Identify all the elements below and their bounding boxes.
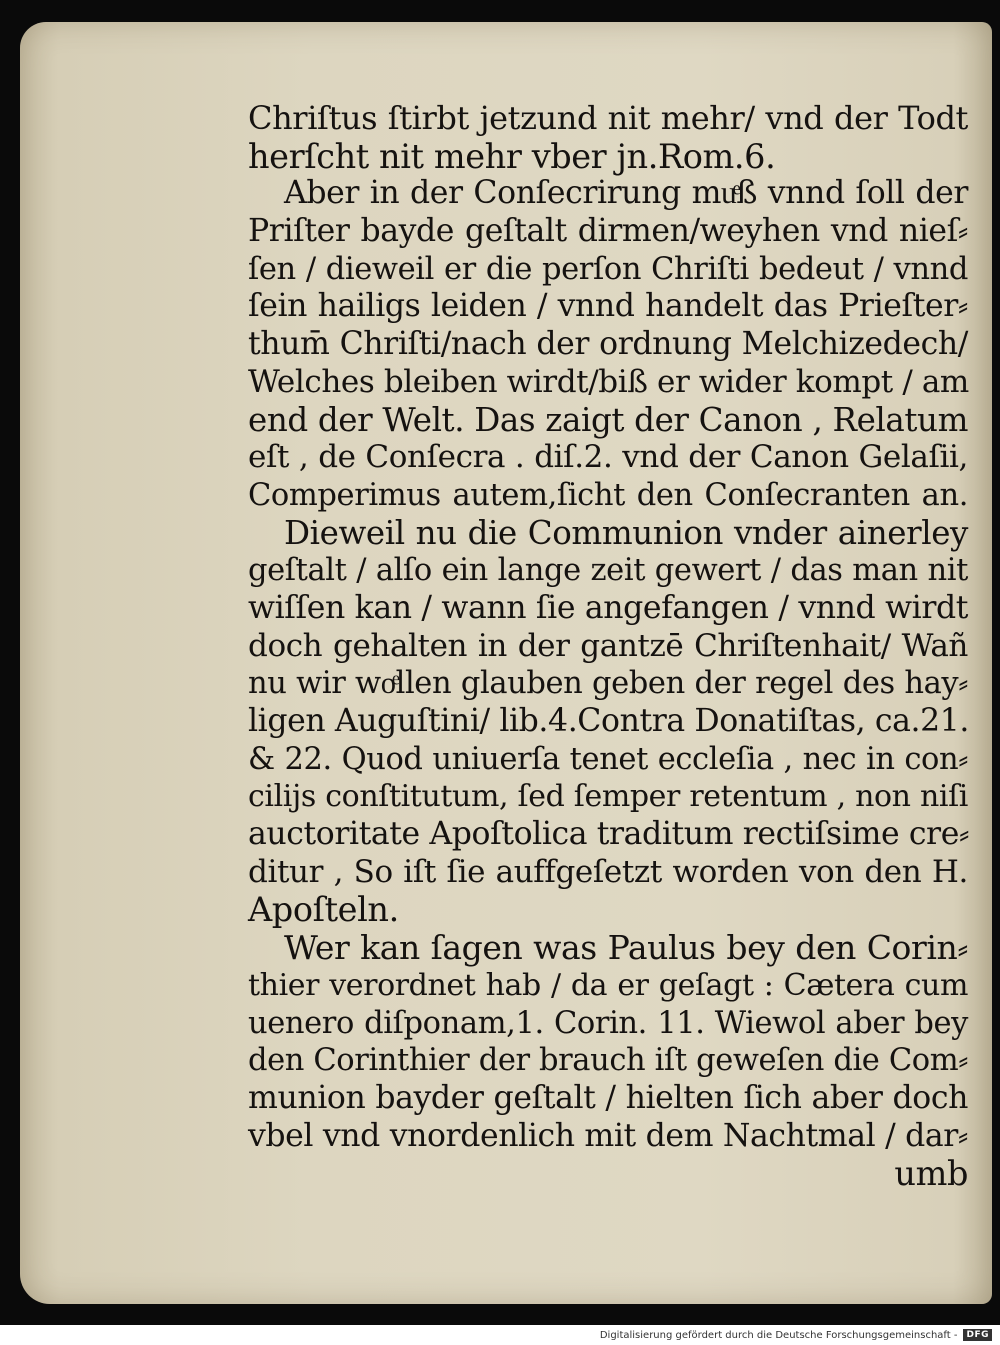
- dfg-logo: DFG: [963, 1329, 992, 1341]
- text-line: munion bayder geſtalt / hielten ſich aber doch: [248, 1079, 968, 1116]
- text-line: Wer kan ſagen was Paulus bey den Corin⸗: [284, 928, 968, 968]
- text-line: doch gehalten in der gantzē Chriſtenhait/ Wañ: [248, 627, 968, 664]
- text-line: eſt , de Conſecra . diſ.2. vnd der Canon Gelaſii,: [248, 439, 968, 476]
- text-line: Dieweil nu die Communion vnder ainerley: [284, 513, 968, 552]
- text-line: uenero diſponam,1. Corin. 11. Wiewol aber bey: [248, 1005, 968, 1041]
- text-line: wiſſen kan / wann ſie angefangen / vnnd wirdt: [248, 589, 968, 626]
- text-line: Aber in der Conſecrirung muͤß vnnd ſoll der: [284, 175, 968, 212]
- text-line: nu wir woͤllen glauben geben der regel des hay⸗: [248, 666, 968, 702]
- text-line: ſein hailigs leiden / vnnd handelt das Prieſter⸗: [248, 288, 968, 325]
- text-line: ditur , So iſt ſie auffgeſetzt worden von den H.: [248, 853, 968, 890]
- text-line: Welches bleiben wirdt/biß er wider kompt / am: [248, 363, 969, 400]
- text-line: thier verordnet hab / da er geſagt : Cætera cum: [248, 967, 968, 1003]
- text-line: Chriſtus ſtirbt jetzund nit mehr/ vnd der Todt: [248, 99, 968, 137]
- page-text: [248, 100, 968, 1193]
- text-line: & 22. Quod uniuerſa tenet eccleſia , nec in con⸗: [248, 741, 968, 777]
- digitization-footer: [0, 1325, 1000, 1345]
- text-line: den Corinthier der brauch iſt geweſen die Com⸗: [248, 1043, 968, 1079]
- catchword: umb: [894, 1154, 968, 1194]
- text-line: Comperimus autem,ſicht den Conſecranten an.: [248, 477, 968, 513]
- footer-credit-text: Digitalisierung gefördert durch die Deutsche Forschungsgemeinschaft -: [599, 1329, 958, 1341]
- text-line: cilijs conſtitutum, ſed ſemper retentum , non niſi: [248, 779, 968, 815]
- text-line: Priſter bayde geſtalt dirmen/weyhen vnd nieſ⸗: [248, 213, 968, 250]
- text-line: herſcht nit mehr vber jn.Rom.6.: [248, 136, 776, 176]
- text-line: geſtalt / alſo ein lange zeit gewert / das man nit: [248, 553, 968, 589]
- text-line: ſen / dieweil er die perſon Chriſti bedeut / vnnd: [248, 251, 968, 287]
- text-line: end der Welt. Das zaigt der Canon , Relatum: [248, 400, 968, 439]
- text-line: auctoritate Apoſtolica traditum rectiſsime cre⸗: [248, 816, 970, 853]
- text-line: ligen Auguſtini/ lib.4.Contra Donatiſtas, ca.21.: [248, 703, 970, 739]
- text-line: vbel vnd vnordenlich mit dem Nachtmal / dar⸗: [248, 1117, 968, 1154]
- text-line: thum̄ Chriſti/nach der ordnung Melchizedech/: [248, 326, 968, 363]
- text-line: Apoſteln.: [248, 890, 399, 930]
